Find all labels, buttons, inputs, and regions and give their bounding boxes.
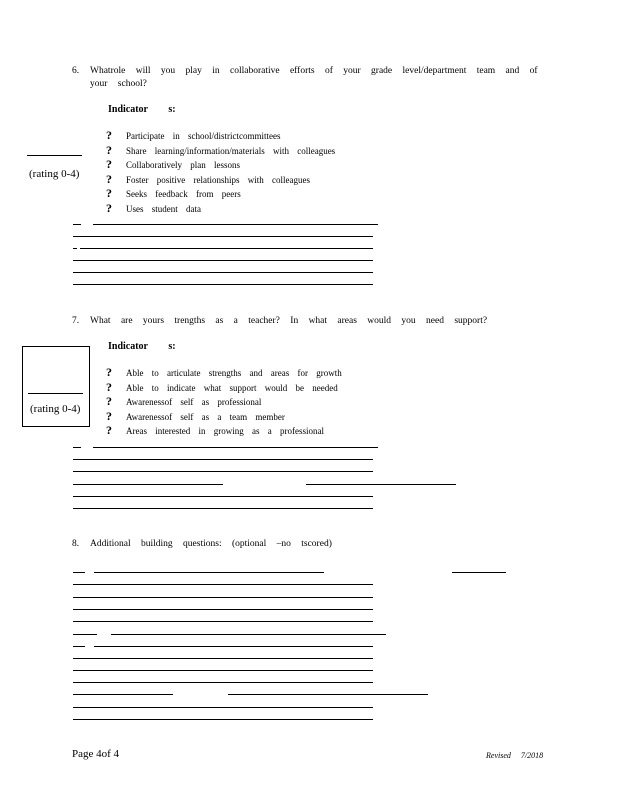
bullet-icon: ? <box>106 200 112 215</box>
bullet-icon: ? <box>106 128 112 142</box>
question-6-indicator-list <box>106 128 406 218</box>
list-item: ? Participate in school/districtcommittees <box>106 128 281 142</box>
question-8-number: 8. <box>72 539 80 549</box>
page-number: Page 4of 4 <box>72 748 120 760</box>
question-7-text: What are yours trengths as a teacher? In what areas would you need support? <box>90 316 488 326</box>
question-7-indicator-list <box>106 365 406 440</box>
rating-6-blank[interactable] <box>27 155 82 156</box>
list-item: ? Awarenessof self as professional <box>106 394 262 408</box>
list-item: ? Able to indicate what support would be needed <box>106 379 338 394</box>
list-item: ? Share learning/information/materials with colleagues <box>106 142 336 157</box>
rating-7-blank[interactable] <box>28 393 83 394</box>
bullet-icon: ? <box>106 423 112 437</box>
question-6-number: 6. <box>72 66 80 76</box>
bullet-icon: ? <box>106 186 112 200</box>
rating-7-label: (rating 0-4) <box>30 403 81 415</box>
question-6-text-continued: your school? <box>90 79 147 89</box>
bullet-icon: ? <box>106 142 112 157</box>
list-item: ? Seeks feedback from peers <box>106 186 241 200</box>
bullet-icon: ? <box>106 394 112 408</box>
question-6-text: Whatrole will you play in collaborative efforts of your grade level/department team and of <box>90 66 538 76</box>
list-item: ? Areas interested in growing as a professional <box>106 423 324 437</box>
bullet-icon: ? <box>106 365 112 379</box>
rating-6-label: (rating 0-4) <box>29 168 80 180</box>
question-6-indicators-heading: Indicator s: <box>108 104 176 115</box>
question-8-text: Additional building questions: (optional –no tscored) <box>90 539 332 549</box>
question-7-indicators-heading: Indicator s: <box>108 341 176 352</box>
list-item: ? Foster positive relationships with colleagues <box>106 171 310 186</box>
list-item: ? Collaboratively plan lessons <box>106 157 240 171</box>
question-7-number: 7. <box>72 316 80 326</box>
rating-7-box <box>22 346 90 427</box>
bullet-icon: ? <box>106 408 112 423</box>
bullet-icon: ? <box>106 157 112 171</box>
list-item: ? Awarenessof self as a team member <box>106 408 285 423</box>
bullet-icon: ? <box>106 171 112 186</box>
list-item: ? Able to articulate strengths and areas for growth <box>106 365 342 379</box>
bullet-icon: ? <box>106 379 112 394</box>
revision-date: Revised 7/2018 <box>486 751 544 760</box>
list-item: ? Uses student data <box>106 200 201 215</box>
